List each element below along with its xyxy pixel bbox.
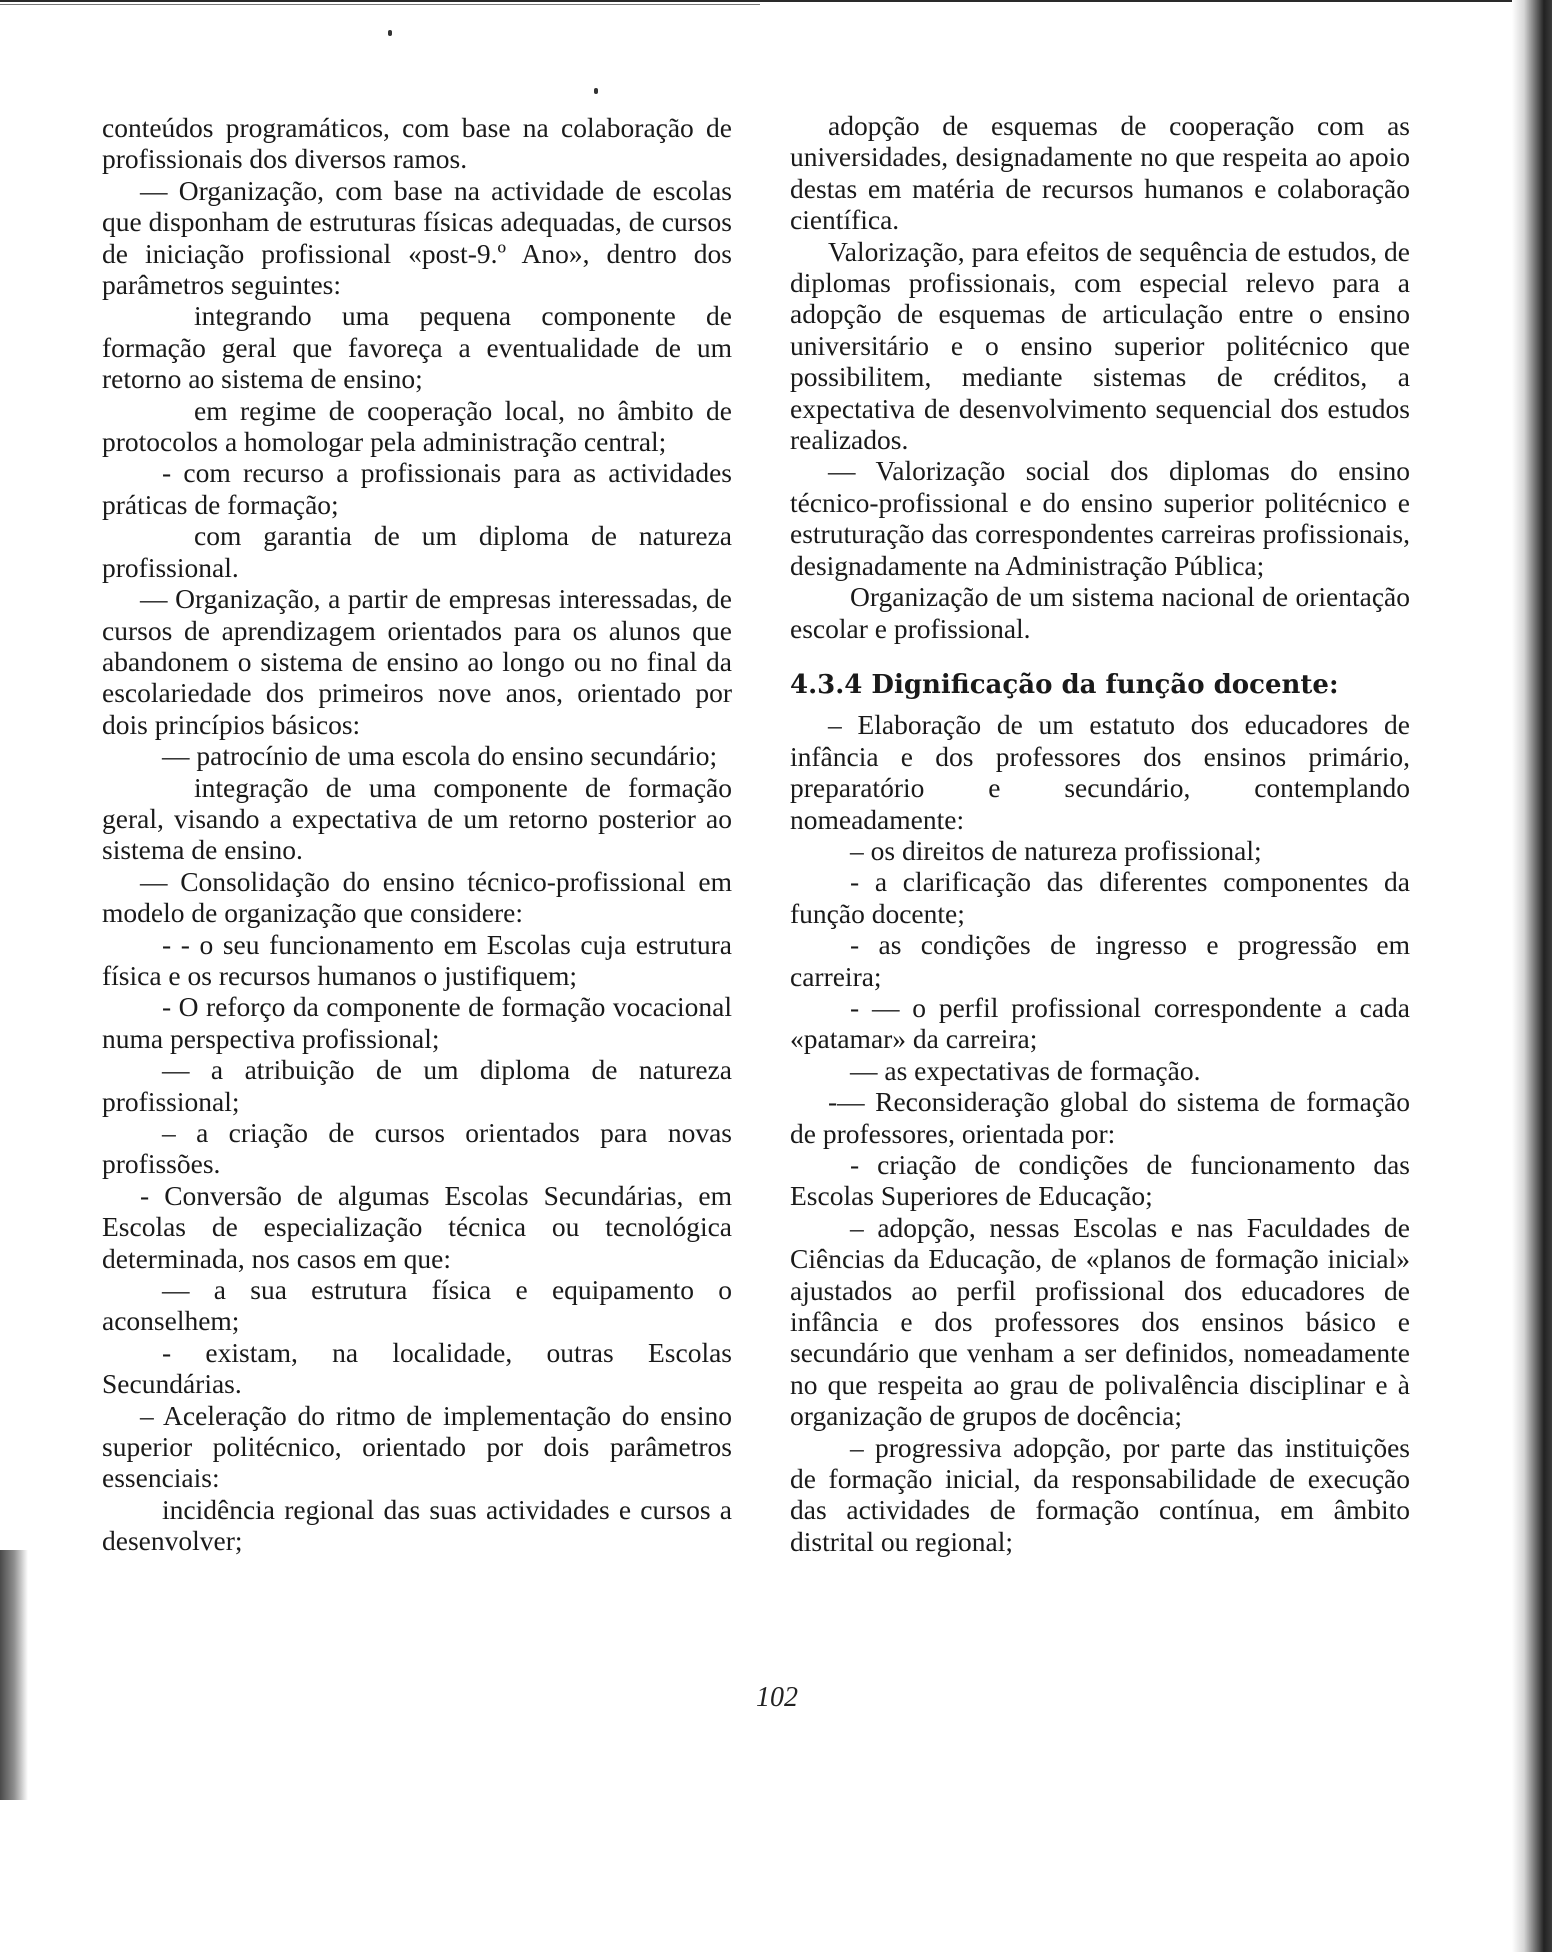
scan-edge-left xyxy=(0,1550,28,1800)
section-heading: 4.3.4 Dignificação da função docente: xyxy=(790,669,1339,700)
paragraph: — a atribuição de um diploma de natureza profissional; xyxy=(102,1054,732,1117)
paragraph: — Consolidação do ensino técnico-profissional em modelo de organização que considere: xyxy=(102,865,732,929)
paragraph: — Organização, com base na actividade de escolas que disponham de estruturas físicas adequadas, de cursos de iniciação profissional «post-9.º Ano», dentro dos parâmetros seguintes: xyxy=(102,174,732,301)
paragraph: – a criação de cursos orientados para novas profissões. xyxy=(102,1117,732,1180)
right-column xyxy=(790,110,1410,1557)
paragraph: – adopção, nessas Escolas e nas Faculdades de Ciências da Educação, de «planos de formação inicial» ajustados ao perfil profissional dos educadores de infância e dos professores dos ensinos básico e secundário que venham a ser definidos, nomeadamente no que respeita ao grau de polivalência disciplinar e à organização de grupos de docência; xyxy=(790,1211,1410,1432)
paragraph: -— Reconsideração global do sistema de formação de professores, orientada por: xyxy=(790,1086,1410,1149)
paragraph: — Valorização social dos diplomas do ensino técnico-profissional e do ensino superior politécnico e estruturação das correspondentes carreiras profissionais, designadamente na Administração Pública; xyxy=(790,455,1410,581)
paragraph: integração de uma componente de formação geral, visando a expectativa de um retorno posterior ao sistema de ensino. xyxy=(102,771,732,866)
paragraph: conteúdos programáticos, com base na colaboração de profissionais dos diversos ramos. xyxy=(102,112,732,175)
scan-speck xyxy=(594,88,598,94)
paragraph: - existam, na localidade, outras Escolas Secundárias. xyxy=(102,1336,732,1400)
paragraph: – Elaboração de um estatuto dos educadores de infância e dos professores dos ensinos primário, preparatório e secundário, contemplando nomeadamente: xyxy=(790,709,1410,835)
paragraph: - Conversão de algumas Escolas Secundárias, em Escolas de especialização técnica ou tecnológica determinada, nos casos em que: xyxy=(102,1179,732,1274)
paragraph: adopção de esquemas de cooperação com as universidades, designadamente no que respeita ao apoio destas em matéria de recursos humanos e colaboração científica. xyxy=(790,110,1410,236)
scan-edge-right xyxy=(1512,0,1552,1952)
paragraph: Valorização, para efeitos de sequência de estudos, de diplomas profissionais, com especial relevo para a adopção de esquemas de articulação entre o ensino universitário e o ensino superior politécnico que possibilitem, mediante sistemas de créditos, a expectativa de desenvolvimento sequencial dos estudos realizados. xyxy=(790,235,1410,456)
paragraph: — Organização, a partir de empresas interessadas, de cursos de aprendizagem orientados para os alunos que abandonem o sistema de ensino ao longo ou no final da escolariedade dos primeiros nove anos, orientado por dois princípios básicos: xyxy=(102,583,732,740)
paragraph: — a sua estrutura física e equipamento o aconselhem; xyxy=(102,1274,732,1337)
paragraph: - com recurso a profissionais para as actividades práticas de formação; xyxy=(102,457,732,520)
page-number: 102 xyxy=(756,1682,798,1713)
paragraph: Organização de um sistema nacional de orientação escolar e profissional. xyxy=(790,581,1410,644)
paragraph: - as condições de ingresso e progressão em carreira; xyxy=(790,929,1410,992)
paragraph: - - o seu funcionamento em Escolas cuja estrutura física e os recursos humanos o justifiquem; xyxy=(102,928,732,991)
paragraph: - a clarificação das diferentes componentes da função docente; xyxy=(790,866,1410,929)
paragraph: – progressiva adopção, por parte das instituições de formação inicial, da responsabilidade de execução das actividades de formação contínua, em âmbito distrital ou regional; xyxy=(790,1431,1410,1557)
paragraph: - — o perfil profissional correspondente a cada «patamar» da carreira; xyxy=(790,991,1410,1055)
top-border-line-faint xyxy=(0,4,760,5)
paragraph: em regime de cooperação local, no âmbito de protocolos a homologar pela administração central; xyxy=(102,394,732,458)
top-border-line xyxy=(0,0,1552,2)
paragraph: – os direitos de natureza profissional; xyxy=(850,834,1262,866)
paragraph: incidência regional das suas actividades e cursos a desenvolver; xyxy=(102,1493,732,1557)
paragraph: com garantia de um diploma de natureza profissional. xyxy=(102,520,732,583)
left-column xyxy=(102,112,732,1557)
paragraph: — patrocínio de uma escola do ensino secundário; xyxy=(162,740,718,772)
paragraph: – Aceleração do ritmo de implementação do ensino superior politécnico, orientado por dois parâmetros essenciais: xyxy=(102,1399,732,1494)
paragraph: integrando uma pequena componente de formação geral que favoreça a eventualidade de um retorno ao sistema de ensino; xyxy=(102,300,732,395)
paragraph: - criação de condições de funcionamento das Escolas Superiores de Educação; xyxy=(790,1149,1410,1212)
paragraph: - O reforço da componente de formação vocacional numa perspectiva profissional; xyxy=(102,991,732,1054)
scan-speck xyxy=(388,30,392,36)
paragraph: — as expectativas de formação. xyxy=(850,1054,1201,1086)
